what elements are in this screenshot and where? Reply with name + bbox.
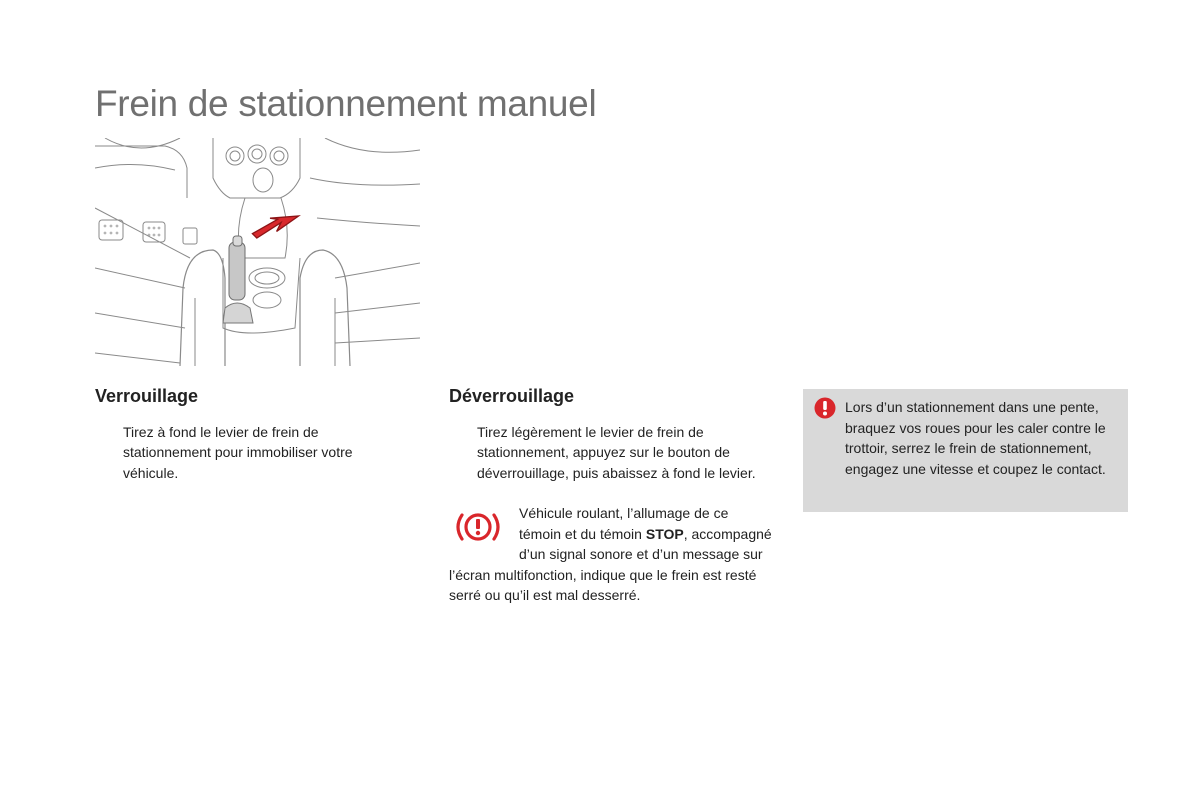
unlocking-text: Tirez légèrement le levier de frein de stationnement, appuyez sur le bouton de déverrouillage, puis abaissez à fond le levier.: [477, 423, 756, 481]
unlocking-instruction: [449, 422, 774, 484]
stop-label: STOP: [645, 525, 684, 542]
locking-text: Tirez à fond le levier de frein de stationnement pour immobiliser votre véhicule.: [123, 423, 353, 481]
note-text: Lors d’un stationnement dans une pente, braquez vos roues pour les caler contre le trottoir, serrez le frein de stationnement, engagez une vitesse et coupez le contact.: [845, 399, 1106, 477]
pull-arrow-icon: [252, 216, 298, 238]
parking-slope-note: [803, 389, 1128, 512]
parking-brake-warning-lamp-icon: [449, 507, 507, 547]
locking-section: [95, 386, 395, 483]
locking-heading: Verrouillage: [95, 386, 199, 406]
page-title: Frein de stationnement manuel: [95, 83, 597, 124]
locking-instruction: [95, 422, 395, 484]
warning-text-after: , accompagné d’un signal sonore et d’un message sur l’écran multifonction, indique que le frein est resté serré ou qu’il est mal desserré.: [449, 525, 772, 604]
warning-lamp-explanation: [449, 503, 774, 606]
warning-text-before: Véhicule roulant, l’allumage de ce témoin et du témoin: [519, 505, 729, 542]
exclamation-warning-icon: [814, 397, 836, 419]
unlocking-section: [449, 386, 774, 606]
handbrake-illustration: [95, 138, 420, 366]
unlocking-heading: Déverrouillage: [449, 386, 575, 406]
